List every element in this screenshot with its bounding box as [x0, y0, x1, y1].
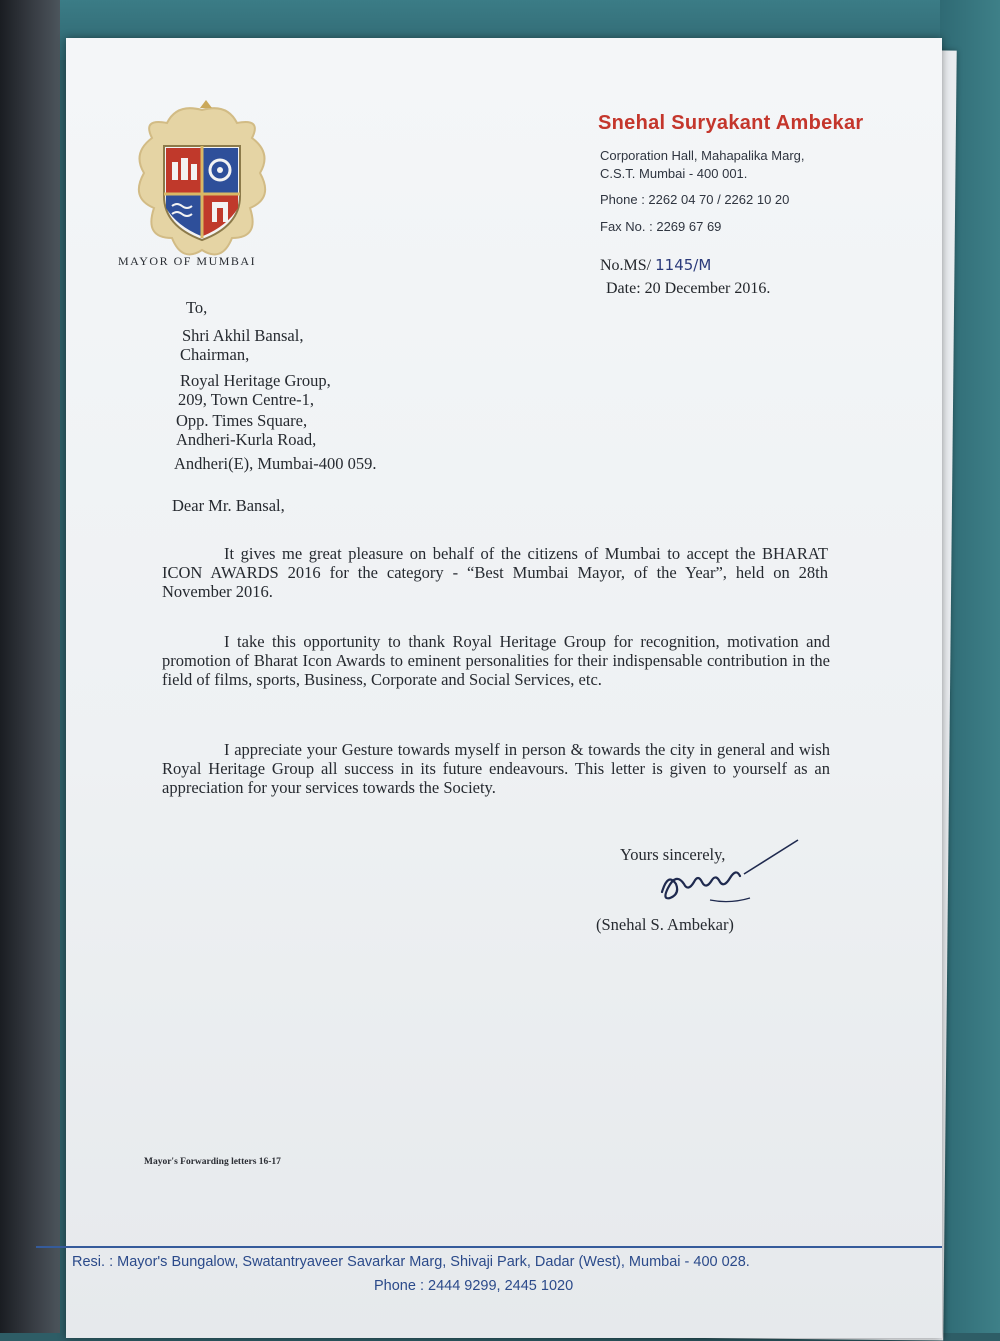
footer-divider	[36, 1246, 942, 1248]
phone-line: Phone : 2262 04 70 / 2262 10 20	[600, 192, 790, 207]
signatory-name: (Snehal S. Ambekar)	[596, 915, 734, 934]
recipient-name: Shri Akhil Bansal,	[182, 326, 304, 345]
fax-line: Fax No. : 2269 67 69	[600, 219, 722, 234]
to-label: To,	[186, 298, 208, 317]
paragraph-1-text: It gives me great pleasure on behalf of the citizens of Mumbai to accept the BHARAT ICON AWARDS 2016 for the category - “Best Mumbai Mayor, of the Year”, held on 28th November 2016.	[162, 544, 828, 601]
reference-handwritten: 1145/M	[655, 256, 712, 274]
office-title: MAYOR OF MUMBAI	[118, 254, 257, 268]
recipient-address-3: Andheri-Kurla Road,	[176, 430, 317, 449]
salutation: Dear Mr. Bansal,	[172, 496, 285, 515]
reference-prefix: No.MS/	[600, 257, 652, 274]
paragraph-1	[162, 544, 828, 601]
address-line-2: C.S.T. Mumbai - 400 001.	[600, 166, 748, 181]
address-line-1: Corporation Hall, Mahapalika Marg,	[600, 148, 805, 163]
paragraph-2-text: I take this opportunity to thank Royal Heritage Group for recognition, motivation and promotion of Bharat Icon Awards to eminent personalities for their indispensable contribution in the field of films, sports, Business, Corporate and Social Services, etc.	[162, 632, 830, 689]
background-left	[0, 0, 60, 1333]
residence-address: Resi. : Mayor's Bungalow, Swatantryaveer Savarkar Marg, Shivaji Park, Dadar (West), Mumbai - 400 028.	[72, 1254, 750, 1270]
recipient-address-1: 209, Town Centre-1,	[178, 390, 315, 409]
recipient-address-2: Opp. Times Square,	[176, 411, 308, 430]
letter-page	[66, 38, 942, 1338]
signature-icon	[652, 834, 802, 914]
paragraph-2	[162, 632, 830, 689]
recipient-title: Chairman,	[180, 345, 250, 364]
mumbai-emblem-icon	[122, 98, 282, 268]
reference-number	[600, 256, 711, 275]
residence-phone: Phone : 2444 9299, 2445 1020	[374, 1278, 574, 1294]
paragraph-3-text: I appreciate your Gesture towards myself in person & towards the city in general and wish Royal Heritage Group all success in its future endeavours. This letter is given to yourself as an appreciation for your services towards the Society.	[162, 740, 830, 797]
forwarding-note: Mayor's Forwarding letters 16-17	[144, 1157, 281, 1167]
mayor-name-heading: Snehal Suryakant Ambekar	[598, 112, 864, 134]
recipient-address-4: Andheri(E), Mumbai-400 059.	[174, 454, 377, 473]
letter-date: Date: 20 December 2016.	[606, 280, 771, 297]
closing: Yours sincerely,	[620, 845, 726, 864]
paragraph-3	[162, 740, 830, 797]
recipient-company: Royal Heritage Group,	[180, 371, 331, 390]
